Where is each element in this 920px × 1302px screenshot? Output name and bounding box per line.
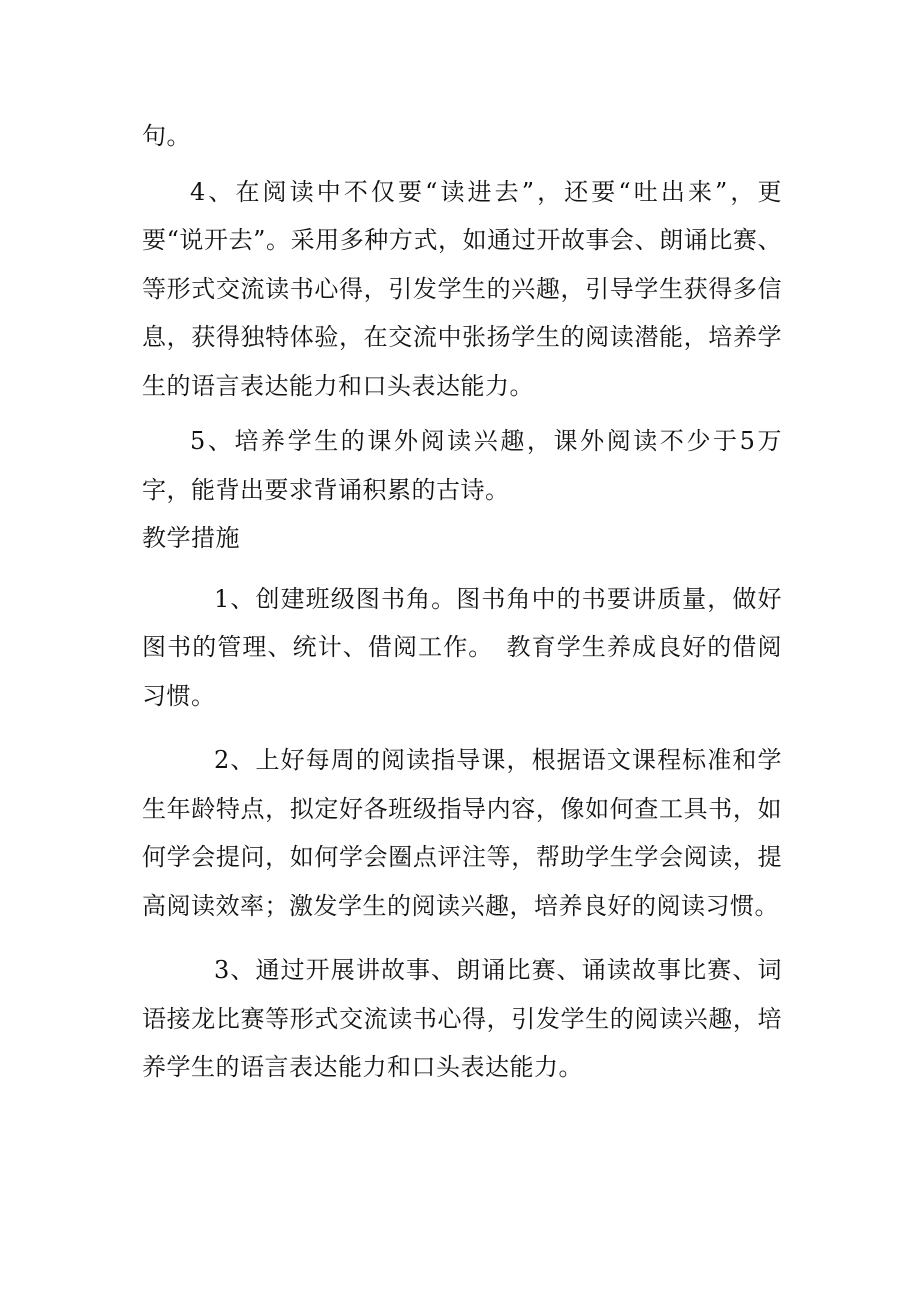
paragraph-measure-2: 2、上好每周的阅读指导课，根据语文课程标准和学生年龄特点，拟定好各班级指导内容，像如何查工具书，如何学会提问，如何学会圈点评注等，帮助学生学会阅读，提高阅读效率；激发学生的阅读兴趣，培养良好的阅读习惯。	[142, 746, 782, 920]
paragraph-measure-3: 3、通过开展讲故事、朗诵比赛、诵读故事比赛、词语接龙比赛等形式交流读书心得，引发学生的阅读兴趣，培养学生的语言表达能力和口头表达能力。	[142, 956, 782, 1081]
paragraph-goal-4: 4、在阅读中不仅要“读进去”，还要“吐出来”，更要“说开去”。采用多种方式，如通过开故事会、朗诵比赛、等形式交流读书心得，引发学生的兴趣，引导学生获得多信息，获得独特体验，在交流中张扬学生的阅读潜能，培养学生的语言表达能力和口头表达能力。	[142, 177, 782, 400]
section-heading-teaching-measures: 教学措施	[142, 524, 240, 552]
paragraph-measure-1: 1、创建班级图书角。图书角中的书要讲质量，做好图书的管理、统计、借阅工作。 教育学生养成良好的借阅习惯。	[142, 584, 782, 710]
paragraph-fragment: 句。	[142, 122, 191, 150]
paragraph-goal-5: 5、培养学生的课外阅读兴趣，课外阅读不少于5万字，能背出要求背诵积累的古诗。	[142, 427, 782, 504]
document-body	[142, 112, 782, 1092]
